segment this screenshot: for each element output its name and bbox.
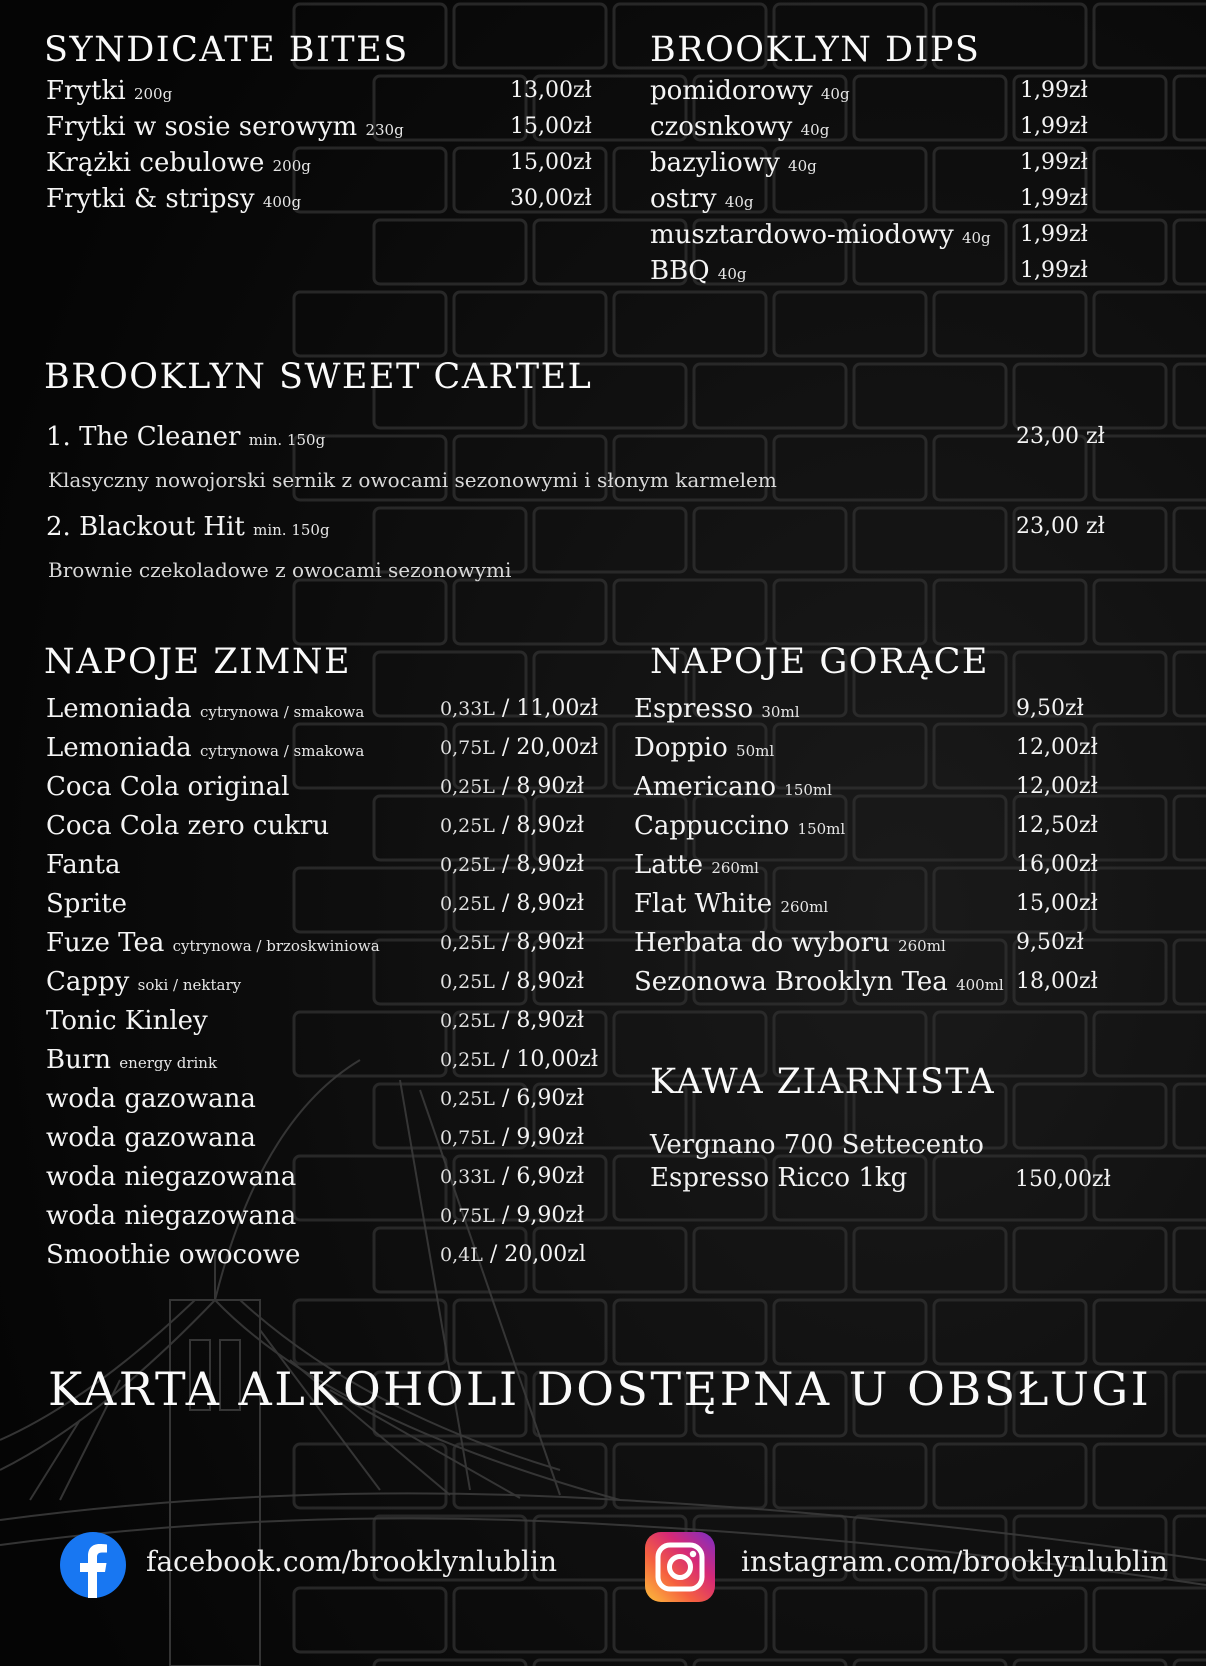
- section-title-dips: BROOKLYN DIPS: [650, 30, 981, 70]
- dip-item-name: bazyliowy: [650, 148, 780, 178]
- dessert-item-name: 1. The Cleaner: [46, 422, 241, 452]
- hot-drink-item-price: 9,50zł: [1016, 930, 1084, 955]
- dip-item: [650, 76, 1140, 112]
- cold-drink-item-note: soki / nektary: [137, 976, 242, 994]
- cold-drink-item-price-wrap: 0,25L / 6,90zł: [440, 1086, 585, 1111]
- cold-drink-item-name-wrap: [46, 1162, 296, 1192]
- hot-drink-item-price: 12,00zł: [1016, 774, 1098, 799]
- cold-drink-item: [46, 733, 616, 769]
- hot-drink-item-name-wrap: [634, 811, 845, 841]
- cold-drink-item-volume: 0,25L: [440, 776, 495, 798]
- hot-drink-item-size: 50ml: [736, 742, 775, 760]
- cold-drink-item-price: 9,90zł: [516, 1203, 585, 1228]
- snack-item-name: Frytki: [46, 76, 126, 106]
- cold-drink-item: [46, 772, 616, 808]
- snack-item: [46, 184, 630, 220]
- snack-item-name: Frytki w sosie serowym: [46, 112, 358, 142]
- dip-item: [650, 184, 1140, 220]
- hot-drink-item-price: 12,00zł: [1016, 735, 1098, 760]
- snack-item-name-wrap: [46, 148, 311, 178]
- dessert-item-name-wrap: [46, 422, 325, 452]
- cold-drink-item-volume: 0,25L: [440, 1088, 495, 1110]
- section-title-snacks: SYNDICATE BITES: [44, 30, 409, 70]
- cold-drink-item: [46, 1045, 616, 1081]
- hot-drink-item: [634, 967, 1136, 1003]
- dessert-item-price: 23,00 zł: [1016, 424, 1105, 449]
- cold-drink-item: [46, 811, 616, 847]
- snack-item-name: Krążki cebulowe: [46, 148, 265, 178]
- hot-drink-item-name-wrap: [634, 850, 759, 880]
- dip-item-name-wrap: [650, 112, 829, 142]
- dip-item-name-wrap: [650, 220, 991, 250]
- hot-drink-item-name: Herbata do wyboru: [634, 928, 890, 958]
- cold-drink-item-volume: 0,75L: [440, 1127, 495, 1149]
- hot-drink-item-name-wrap: [634, 928, 946, 958]
- dip-item: [650, 256, 1140, 292]
- hot-drink-item-size: 150ml: [784, 781, 832, 799]
- cold-drink-item-price: 20,00zł: [516, 735, 599, 760]
- facebook-link[interactable]: facebook.com/brooklynlublin: [146, 1545, 557, 1578]
- cold-drink-item-volume: 0,25L: [440, 932, 495, 954]
- hot-drink-item: [634, 694, 1136, 730]
- cold-drink-item-volume: 0,4L: [440, 1244, 483, 1266]
- cold-drink-item-price-wrap: 0,25L / 8,90zł: [440, 969, 585, 994]
- cold-drink-item: [46, 694, 616, 730]
- hot-drink-item-name: Americano: [634, 772, 777, 802]
- dip-item-price: 1,99zł: [1020, 258, 1088, 283]
- snack-item-name-wrap: [46, 112, 404, 142]
- cold-drink-item-name-wrap: [46, 928, 380, 958]
- dip-item-size: 40g: [717, 265, 747, 283]
- dip-item-price: 1,99zł: [1020, 150, 1088, 175]
- cold-drink-item: [46, 889, 616, 925]
- dip-item-name-wrap: [650, 148, 817, 178]
- cold-drink-item-price-wrap: 0,25L / 8,90zł: [440, 930, 585, 955]
- cold-drink-item-name: Coca Cola original: [46, 772, 290, 802]
- cold-drink-item-name: woda niegazowana: [46, 1201, 297, 1231]
- snack-item-size: 230g: [365, 121, 404, 139]
- facebook-icon[interactable]: [60, 1532, 126, 1598]
- hot-drink-item: [634, 850, 1136, 886]
- section-title-coffee-beans: KAWA ZIARNISTA: [650, 1062, 996, 1102]
- cold-drink-item-note: cytrynowa / smakowa: [199, 703, 365, 721]
- dip-item-size: 40g: [788, 157, 817, 175]
- dip-item-price: 1,99zł: [1020, 186, 1088, 211]
- dip-item-price: 1,99zł: [1020, 222, 1088, 247]
- instagram-link[interactable]: instagram.com/brooklynlublin: [741, 1545, 1168, 1578]
- cold-drink-item-name-wrap: [46, 1084, 256, 1114]
- cold-drink-item-price: 8,90zł: [516, 891, 585, 916]
- hot-drink-item: [634, 928, 1136, 964]
- dessert-item: [46, 512, 1126, 548]
- snack-item: [46, 148, 630, 184]
- alcohol-menu-notice: KARTA ALKOHOLI DOSTĘPNA U OBSŁUGI: [48, 1362, 1152, 1416]
- section-title-desserts: BROOKLYN SWEET CARTEL: [44, 357, 593, 397]
- dip-item-size: 40g: [724, 193, 754, 211]
- dip-item-name: musztardowo-miodowy: [650, 220, 954, 250]
- cold-drink-item-name: Smoothie owocowe: [46, 1240, 301, 1270]
- cold-drink-item-name: Burn: [46, 1045, 112, 1075]
- dessert-item-name-wrap: [46, 512, 330, 542]
- hot-drink-item-size: 30ml: [761, 703, 800, 721]
- snack-item-name-wrap: [46, 76, 172, 106]
- hot-drink-item-price: 15,00zł: [1016, 891, 1098, 916]
- cold-drink-item-price: 8,90zł: [516, 774, 585, 799]
- cold-drink-item-price-wrap: 0,25L / 8,90zł: [440, 891, 585, 916]
- cold-drink-item-name-wrap: [46, 811, 329, 841]
- cold-drink-item-price: 8,90zł: [516, 813, 585, 838]
- hot-drink-item-price: 12,50zł: [1016, 813, 1098, 838]
- cold-drink-item-note: cytrynowa / smakowa: [199, 742, 365, 760]
- cold-drink-item-name: woda gazowana: [46, 1123, 256, 1153]
- cold-drink-item-price-wrap: 0,4L / 20,00zl: [440, 1242, 586, 1267]
- dessert-item-description: Klasyczny nowojorski sernik z owocami sezonowymi i słonym karmelem: [48, 468, 777, 492]
- dessert-item-size: min. 150g: [253, 521, 330, 539]
- cold-drink-item-volume: 0,25L: [440, 854, 495, 876]
- coffee-beans-price: 150,00zł: [1015, 1167, 1111, 1192]
- cold-drink-item-price: 8,90zł: [516, 930, 585, 955]
- cold-drink-item-price-wrap: 0,25L / 8,90zł: [440, 813, 585, 838]
- cold-drink-item-price: 8,90zł: [516, 852, 585, 877]
- cold-drink-item: [46, 1006, 616, 1042]
- hot-drink-item-name-wrap: [634, 733, 774, 763]
- hot-drink-item-size: 400ml: [956, 976, 1004, 994]
- hot-drink-item: [634, 889, 1136, 925]
- cold-drink-item-name-wrap: [46, 889, 127, 919]
- snack-item-name-wrap: [46, 184, 301, 214]
- cold-drink-item-price: 20,00zl: [504, 1242, 586, 1267]
- snack-item: [46, 112, 630, 148]
- dessert-item-price: 23,00 zł: [1016, 514, 1105, 539]
- hot-drink-item-name-wrap: [634, 694, 800, 724]
- hot-drink-item-size: 260ml: [780, 898, 829, 916]
- dip-item-size: 40g: [961, 229, 991, 247]
- snack-item-size: 200g: [133, 85, 173, 103]
- cold-drink-item-name-wrap: [46, 967, 241, 997]
- cold-drink-item-price: 8,90zł: [516, 969, 585, 994]
- cold-drink-item-price-wrap: 0,33L / 11,00zł: [440, 696, 599, 721]
- cold-drink-item-note: cytrynowa / brzoskwiniowa: [172, 937, 380, 955]
- hot-drink-item-name: Cappuccino: [634, 811, 790, 841]
- hot-drink-item-price: 9,50zł: [1016, 696, 1084, 721]
- hot-drink-item-price: 18,00zł: [1016, 969, 1098, 994]
- dip-item: [650, 148, 1140, 184]
- hot-drink-item: [634, 733, 1136, 769]
- cold-drink-item: [46, 1084, 616, 1120]
- cold-drink-item-price-wrap: 0,25L / 8,90zł: [440, 852, 585, 877]
- cold-drink-item-volume: 0,33L: [440, 1166, 495, 1188]
- snack-item: [46, 76, 630, 112]
- cold-drink-item-price: 10,00zł: [516, 1047, 599, 1072]
- coffee-beans-line1: Vergnano 700 Settecento: [650, 1130, 984, 1160]
- instagram-icon[interactable]: [645, 1532, 715, 1602]
- snack-item-name: Frytki & stripsy: [46, 184, 255, 214]
- cold-drink-item-name-wrap: [46, 1240, 300, 1270]
- dessert-item-size: min. 150g: [248, 431, 326, 449]
- hot-drink-item-name: Espresso: [634, 694, 754, 724]
- cold-drink-item-price-wrap: 0,33L / 6,90zł: [440, 1164, 585, 1189]
- dip-item-name-wrap: [650, 184, 754, 214]
- cold-drink-item-price: 11,00zł: [516, 696, 599, 721]
- section-title-hot-drinks: NAPOJE GORĄCE: [650, 642, 989, 682]
- cold-drink-item-price-wrap: 0,25L / 8,90zł: [440, 774, 585, 799]
- cold-drink-item-name: Cappy: [46, 967, 130, 997]
- hot-drink-item-price: 16,00zł: [1016, 852, 1098, 877]
- cold-drink-item-price: 6,90zł: [516, 1164, 585, 1189]
- cold-drink-item-volume: 0,25L: [440, 815, 495, 837]
- cold-drink-item-name: Tonic Kinley: [46, 1006, 208, 1036]
- dip-item-name: BBQ: [650, 256, 710, 286]
- dip-item-name-wrap: [650, 76, 850, 106]
- cold-drink-item-note: energy drink: [119, 1054, 218, 1072]
- dip-item-size: 40g: [800, 121, 830, 139]
- cold-drink-item-name-wrap: [46, 733, 364, 763]
- dip-item-name: ostry: [650, 184, 717, 214]
- hot-drink-item-size: 150ml: [797, 820, 846, 838]
- cold-drink-item: [46, 850, 616, 886]
- dip-item-name: pomidorowy: [650, 76, 813, 106]
- dip-item-name-wrap: [650, 256, 747, 286]
- coffee-beans-line2: Espresso Ricco 1kg: [650, 1163, 908, 1193]
- cold-drink-item-name-wrap: [46, 1201, 296, 1231]
- cold-drink-item-name: woda gazowana: [46, 1084, 256, 1114]
- dessert-item: [46, 422, 1126, 458]
- cold-drink-item-name-wrap: [46, 772, 289, 802]
- cold-drink-item-name-wrap: [46, 1006, 208, 1036]
- cold-drink-item-volume: 0,75L: [440, 1205, 495, 1227]
- dip-item: [650, 220, 1140, 256]
- hot-drink-item-name-wrap: [634, 889, 828, 919]
- dip-item-price: 1,99zł: [1020, 114, 1088, 139]
- cold-drink-item-price: 6,90zł: [516, 1086, 585, 1111]
- snack-item-price: 13,00zł: [510, 78, 592, 103]
- cold-drink-item: [46, 928, 616, 964]
- cold-drink-item-name: Fanta: [46, 850, 121, 880]
- cold-drink-item-volume: 0,25L: [440, 1049, 495, 1071]
- snack-item-size: 200g: [272, 157, 311, 175]
- cold-drink-item-name: Coca Cola zero cukru: [46, 811, 330, 841]
- hot-drink-item-name-wrap: [634, 967, 1004, 997]
- cold-drink-item-name: Lemoniada: [46, 733, 192, 763]
- cold-drink-item-name: woda niegazowana: [46, 1162, 297, 1192]
- cold-drink-item-price-wrap: 0,75L / 20,00zł: [440, 735, 599, 760]
- cold-drink-item-price-wrap: 0,75L / 9,90zł: [440, 1203, 585, 1228]
- dip-item-size: 40g: [820, 85, 850, 103]
- cold-drink-item: [46, 1162, 616, 1198]
- cold-drink-item-name: Fuze Tea: [46, 928, 165, 958]
- cold-drink-item-price: 8,90zł: [516, 1008, 585, 1033]
- dip-item-price: 1,99zł: [1020, 78, 1088, 103]
- hot-drink-item: [634, 811, 1136, 847]
- hot-drink-item-name-wrap: [634, 772, 832, 802]
- section-title-cold-drinks: NAPOJE ZIMNE: [44, 642, 352, 682]
- hot-drink-item-name: Sezonowa Brooklyn Tea: [634, 967, 948, 997]
- cold-drink-item: [46, 1240, 616, 1276]
- cold-drink-item-name: Sprite: [46, 889, 128, 919]
- cold-drink-item: [46, 1123, 616, 1159]
- hot-drink-item-name: Latte: [634, 850, 704, 880]
- cold-drink-item-name-wrap: [46, 694, 364, 724]
- dessert-item-name: 2. Blackout Hit: [46, 512, 245, 542]
- snack-item-price: 30,00zł: [510, 186, 592, 211]
- snack-item-price: 15,00zł: [510, 114, 592, 139]
- cold-drink-item-volume: 0,75L: [440, 737, 495, 759]
- hot-drink-item-size: 260ml: [898, 937, 946, 955]
- cold-drink-item-volume: 0,25L: [440, 971, 495, 993]
- dessert-item-description: Brownie czekoladowe z owocami sezonowymi: [48, 558, 512, 582]
- cold-drink-item-price: 9,90zł: [516, 1125, 585, 1150]
- cold-drink-item: [46, 967, 616, 1003]
- hot-drink-item-name: Flat White: [634, 889, 773, 919]
- cold-drink-item-name: Lemoniada: [46, 694, 192, 724]
- cold-drink-item-volume: 0,25L: [440, 893, 495, 915]
- cold-drink-item-price-wrap: 0,25L / 10,00zł: [440, 1047, 599, 1072]
- cold-drink-item-price-wrap: 0,25L / 8,90zł: [440, 1008, 585, 1033]
- cold-drink-item-name-wrap: [46, 1045, 217, 1075]
- hot-drink-item: [634, 772, 1136, 808]
- cold-drink-item-price-wrap: 0,75L / 9,90zł: [440, 1125, 585, 1150]
- dip-item: [650, 112, 1140, 148]
- hot-drink-item-size: 260ml: [711, 859, 759, 877]
- cold-drink-item-volume: 0,33L: [440, 698, 495, 720]
- cold-drink-item-volume: 0,25L: [440, 1010, 495, 1032]
- snack-item-size: 400g: [262, 193, 302, 211]
- dip-item-name: czosnkowy: [650, 112, 793, 142]
- cold-drink-item: [46, 1201, 616, 1237]
- cold-drink-item-name-wrap: [46, 1123, 256, 1153]
- snack-item-price: 15,00zł: [510, 150, 592, 175]
- cold-drink-item-name-wrap: [46, 850, 120, 880]
- hot-drink-item-name: Doppio: [634, 733, 728, 763]
